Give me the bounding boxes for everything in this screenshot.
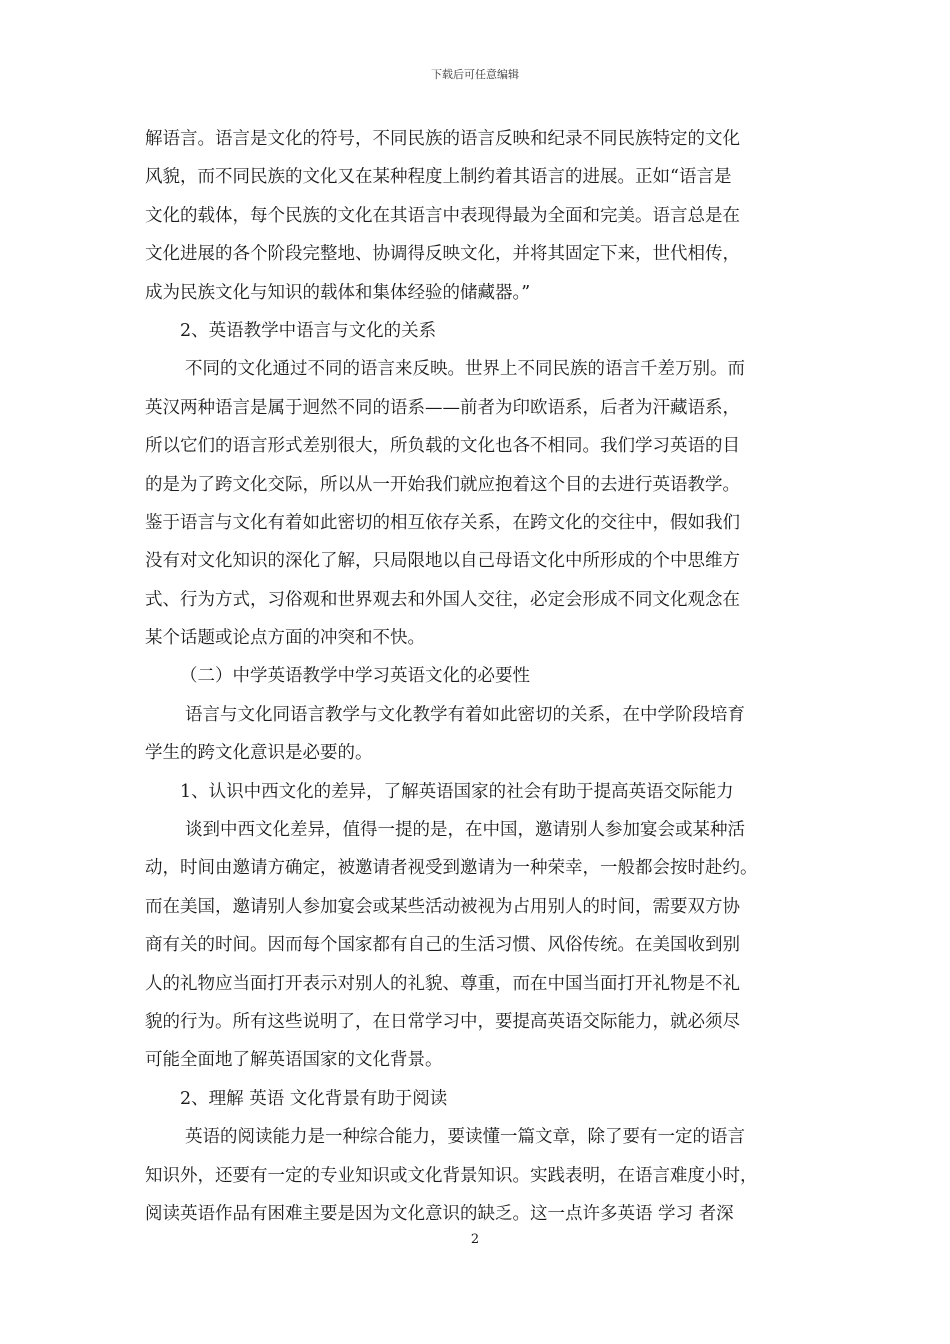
text-line: 式、行为方式，习俗观和世界观去和外国人交往，必定会形成不同文化观念在 <box>145 589 740 610</box>
paragraph-start: 谈到中西文化差异，值得一提的是，在中国，邀请别人参加宴会或某种活 <box>185 820 745 841</box>
text-line: 鉴于语言与文化有着如此密切的相互依存关系，在跨文化的交往中，假如我们 <box>145 512 740 533</box>
section-heading: 2、英语教学中语言与文化的关系 <box>180 320 437 341</box>
text-line: 文化进展的各个阶段完整地、协调得反映文化，并将其固定下来，世代相传， <box>145 244 740 265</box>
text-line: 没有对文化知识的深化了解，只局限地以自己母语文化中所形成的个中思维方 <box>145 551 740 572</box>
text-line: 文化的载体，每个民族的文化在其语言中表现得最为全面和完美。语言总是在 <box>145 205 740 226</box>
text-line: 而在美国，邀请别人参加宴会或某些活动被视为占用别人的时间，需要双方协 <box>145 896 740 917</box>
section-heading: （二）中学英语教学中学习英语文化的必要性 <box>180 666 530 687</box>
text-line: 知识外，还要有一定的专业知识或文化背景知识。实践表明，在语言难度小时， <box>145 1165 758 1186</box>
text-line: 某个话题或论点方面的冲突和不快。 <box>145 628 425 649</box>
section-heading: 1、认识中西文化的差异，了解英语国家的社会有助于提高英语交际能力 <box>180 781 734 802</box>
text-line: 商有关的时间。因而每个国家都有自己的生活习惯、风俗传统。在美国收到别 <box>145 935 740 956</box>
page-number: 2 <box>470 1232 480 1247</box>
text-line: 学生的跨文化意识是必要的。 <box>145 743 373 764</box>
paragraph-start: 语言与文化同语言教学与文化教学有着如此密切的关系，在中学阶段培育 <box>185 704 745 725</box>
text-line: 动，时间由邀请方确定，被邀请者视受到邀请为一种荣幸，一般都会按时赴约。 <box>145 858 758 879</box>
paragraph-start: 不同的文化通过不同的语言来反映。世界上不同民族的语言千差万别。而 <box>185 359 745 380</box>
text-line: 解语言。语言是文化的符号，不同民族的语言反映和纪录不同民族特定的文化 <box>145 129 740 149</box>
section-heading: 2、理解 英语 文化背景有助于阅读 <box>180 1088 448 1109</box>
text-line: 英汉两种语言是属于迥然不同的语系——前者为印欧语系，后者为汗藏语系， <box>145 397 740 418</box>
text-line: 人的礼物应当面打开表示对别人的礼貌、尊重，而在中国当面打开礼物是不礼 <box>145 973 740 994</box>
text-line: 貌的行为。所有这些说明了，在日常学习中，要提高英语交际能力，就必须尽 <box>145 1011 740 1032</box>
text-line: 所以它们的语言形式差别很大，所负载的文化也各不相同。我们学习英语的目 <box>145 436 740 457</box>
text-line: 阅读英语作品有困难主要是因为文化意识的缺乏。这一点许多英语 学习 者深 <box>145 1203 734 1224</box>
text-line: 的是为了跨文化交际，所以从一开始我们就应抱着这个目的去进行英语教学。 <box>145 474 740 495</box>
page-header: 下载后可任意编辑 <box>431 68 519 81</box>
text-line: 风貌，而不同民族的文化又在某种程度上制约着其语言的进展。正如“语言是 <box>145 167 732 188</box>
paragraph-start: 英语的阅读能力是一种综合能力，要读懂一篇文章，除了要有一定的语言 <box>185 1127 745 1148</box>
document-body <box>145 120 805 1233</box>
text-line: 成为民族文化与知识的载体和集体经验的储藏器。” <box>145 282 531 303</box>
text-line: 可能全面地了解英语国家的文化背景。 <box>145 1050 443 1071</box>
